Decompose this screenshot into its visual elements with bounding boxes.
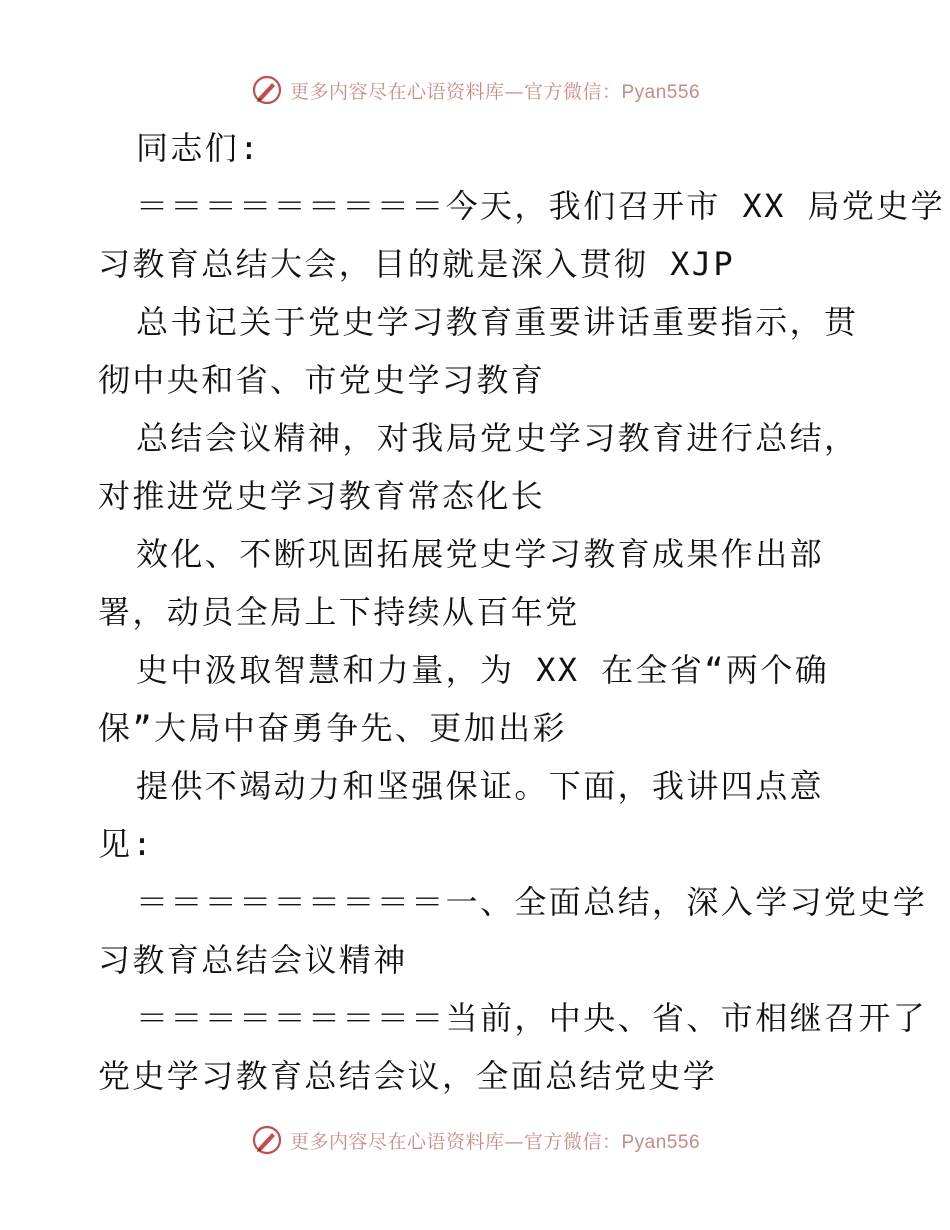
watermark-text — [290, 1127, 700, 1154]
paragraph-line: 见: — [98, 825, 155, 863]
paragraph-line: 效化、不断巩固拓展党史学习教育成果作出部 — [136, 535, 825, 573]
paragraph-line: 彻中央和省、市党史学习教育 — [98, 361, 546, 399]
watermark-wechat-id: Pyan556 — [621, 81, 701, 103]
watermark-text-cn: 更多内容尽在心语资料库—官方微信： — [289, 80, 622, 103]
section-heading-line: 习教育总结会议精神 — [98, 941, 408, 979]
paragraph-line: 史中汲取智慧和力量，为 XX 在全省“两个确 — [136, 651, 830, 689]
watermark-footer — [0, 1120, 950, 1160]
paragraph-line: 习教育总结大会，目的就是深入贯彻 XJP — [98, 245, 736, 283]
paragraph-line: 提供不竭动力和坚强保证。下面，我讲四点意 — [136, 767, 825, 805]
paragraph-line: 保”大局中奋勇争先、更加出彩 — [98, 709, 567, 747]
section-heading-line: ＝＝＝＝＝＝＝＝＝一、全面总结，深入学习党史学 — [136, 883, 928, 921]
watermark-text — [290, 77, 700, 104]
watermark-header — [0, 70, 950, 110]
pen-logo-icon — [250, 1123, 284, 1157]
paragraph-line: 对推进党史学习教育常态化长 — [98, 477, 546, 515]
watermark-wechat-id: Pyan556 — [621, 1131, 701, 1153]
pen-logo-icon — [250, 73, 284, 107]
paragraph-line: ＝＝＝＝＝＝＝＝＝当前，中央、省、市相继召开了 — [136, 999, 928, 1037]
paragraph-line: 同志们: — [136, 129, 261, 167]
watermark-text-cn: 更多内容尽在心语资料库—官方微信： — [289, 1130, 622, 1153]
paragraph-line: 总书记关于党史学习教育重要讲话重要指示，贯 — [136, 303, 859, 341]
paragraph-line: 党史学习教育总结会议，全面总结党史学 — [98, 1057, 718, 1095]
paragraph-line: 署，动员全局上下持续从百年党 — [98, 593, 580, 631]
paragraph-line: 总结会议精神，对我局党史学习教育进行总结， — [136, 419, 859, 457]
paragraph-line: ＝＝＝＝＝＝＝＝＝今天，我们召开市 XX 局党史学 — [136, 187, 946, 225]
